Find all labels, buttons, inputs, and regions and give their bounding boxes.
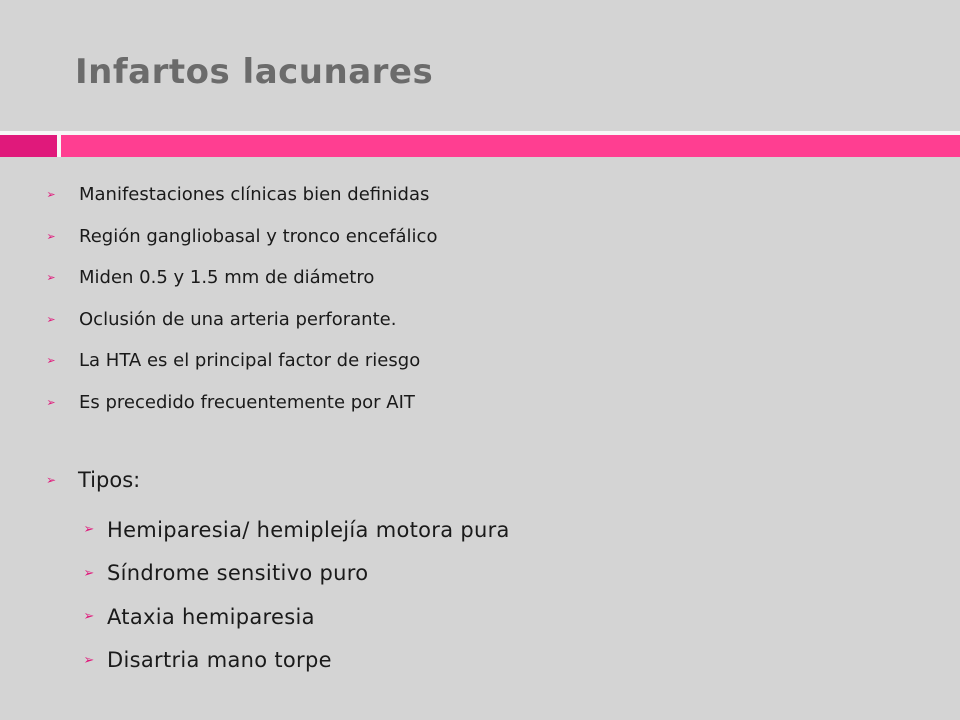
types-heading-text: Tipos: bbox=[78, 468, 141, 492]
header-accent-block bbox=[0, 135, 57, 157]
bullet-text: Manifestaciones clínicas bien definidas bbox=[79, 184, 430, 206]
arrow-bullet-icon: ➢ bbox=[46, 395, 56, 409]
arrow-bullet-icon: ➢ bbox=[46, 312, 56, 326]
arrow-bullet-icon: ➢ bbox=[46, 354, 56, 368]
bullet-text: Oclusión de una arteria perforante. bbox=[79, 308, 397, 330]
arrow-bullet-icon: ➢ bbox=[45, 473, 57, 487]
type-item bbox=[83, 508, 510, 552]
types-list bbox=[83, 508, 510, 682]
bullet-item bbox=[45, 216, 437, 258]
type-text: Disartria mano torpe bbox=[107, 648, 332, 673]
arrow-bullet-icon: ➢ bbox=[46, 188, 56, 202]
bullet-text: La HTA es el principal factor de riesgo bbox=[79, 350, 421, 372]
bullet-item bbox=[45, 174, 437, 216]
bullet-list bbox=[45, 174, 437, 423]
slide-title: Infartos lacunares bbox=[75, 52, 434, 92]
header-accent-bar bbox=[61, 135, 960, 157]
type-item bbox=[83, 639, 510, 683]
bullet-item bbox=[45, 382, 437, 424]
bullet-text: Es precedido frecuentemente por AIT bbox=[79, 391, 415, 413]
bullet-item bbox=[45, 299, 437, 341]
bullet-text: Región gangliobasal y tronco encefálico bbox=[79, 225, 438, 247]
bullet-text: Miden 0.5 y 1.5 mm de diámetro bbox=[79, 267, 375, 289]
arrow-bullet-icon: ➢ bbox=[83, 652, 95, 668]
arrow-bullet-icon: ➢ bbox=[46, 271, 56, 285]
arrow-bullet-icon: ➢ bbox=[83, 609, 95, 625]
bullet-item bbox=[45, 257, 437, 299]
arrow-bullet-icon: ➢ bbox=[46, 229, 56, 243]
type-text: Ataxia hemiparesia bbox=[107, 604, 315, 629]
types-heading bbox=[45, 468, 140, 492]
arrow-bullet-icon: ➢ bbox=[83, 565, 95, 581]
arrow-bullet-icon: ➢ bbox=[83, 522, 95, 538]
type-item bbox=[83, 595, 510, 639]
bullet-item bbox=[45, 340, 437, 382]
type-item bbox=[83, 552, 510, 596]
type-text: Hemiparesia/ hemiplejía motora pura bbox=[107, 517, 510, 542]
type-text: Síndrome sensitivo puro bbox=[107, 561, 369, 586]
